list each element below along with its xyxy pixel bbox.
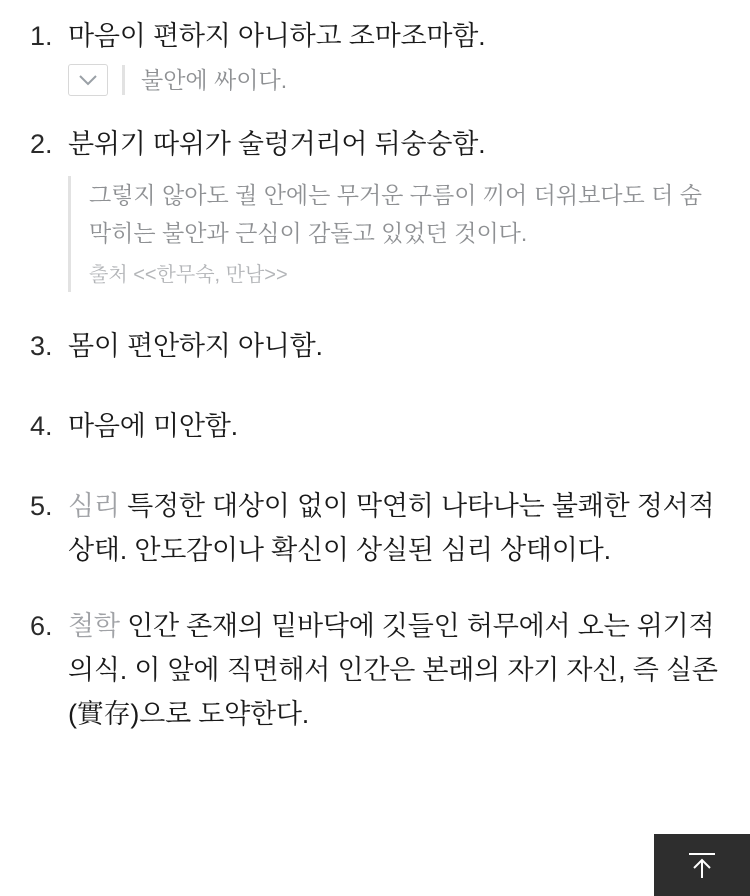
spacer: [68, 368, 728, 398]
quote-block: [68, 176, 728, 292]
entry-definition: 마음에 미안함.: [68, 411, 238, 441]
arrow-up-icon: [685, 848, 719, 882]
spacer: [68, 448, 728, 478]
entry-definition: 인간 존재의 밑바닥에 깃들인 허무에서 오는 위기적 의식. 이 앞에 직면해서 인간은 본래의 자기 자신, 즉 실존(實存)으로 도약한다.: [68, 611, 718, 729]
list-item: [22, 604, 728, 736]
list-item: [22, 14, 728, 116]
entry-definition: 몸이 편안하지 아니함.: [68, 331, 323, 361]
entry-body: [68, 122, 728, 318]
entry-number: 4.: [30, 411, 53, 441]
field-label: 심리: [68, 491, 120, 521]
entry-body: [68, 324, 728, 398]
field-label: 철학: [68, 611, 120, 641]
entry-body: [68, 14, 728, 116]
entry-body: [68, 604, 728, 736]
entry-number: 5.: [30, 491, 53, 521]
entry-number: 1.: [30, 21, 53, 51]
entry-body: [68, 404, 728, 478]
quote-text: 그렇지 않아도 궐 안에는 무거운 구름이 끼어 더위보다도 더 숨 막히는 불안과 근심이 감돌고 있었던 것이다.: [89, 182, 702, 246]
list-item: [22, 324, 728, 398]
entry-number: 3.: [30, 331, 53, 361]
scroll-to-top-button[interactable]: [654, 834, 750, 896]
entry-number: 6.: [30, 611, 53, 641]
entry-definition: 특정한 대상이 없이 막연히 나타나는 불쾌한 정서적 상태. 안도감이나 확신이 상실된 심리 상태이다.: [68, 491, 715, 565]
list-item: [22, 404, 728, 478]
entry-body: [68, 484, 728, 598]
entry-definition: 분위기 따위가 술렁거리어 뒤숭숭함.: [68, 129, 486, 159]
list-item: [22, 122, 728, 318]
list-item: [22, 484, 728, 598]
example-text: 불안에 싸이다.: [141, 67, 288, 93]
chevron-down-icon[interactable]: [68, 64, 108, 96]
example-collapsed-row[interactable]: [68, 64, 728, 96]
entry-definition: 마음이 편하지 아니하고 조마조마함.: [68, 21, 486, 51]
entry-number: 2.: [30, 129, 53, 159]
entry-definition-with-field: [68, 484, 728, 572]
quote-bar: [122, 65, 125, 95]
spacer: [68, 572, 728, 598]
quote-source: 출처 <<한무숙, 만남>>: [89, 264, 288, 286]
entry-definition-with-field: [68, 604, 728, 736]
